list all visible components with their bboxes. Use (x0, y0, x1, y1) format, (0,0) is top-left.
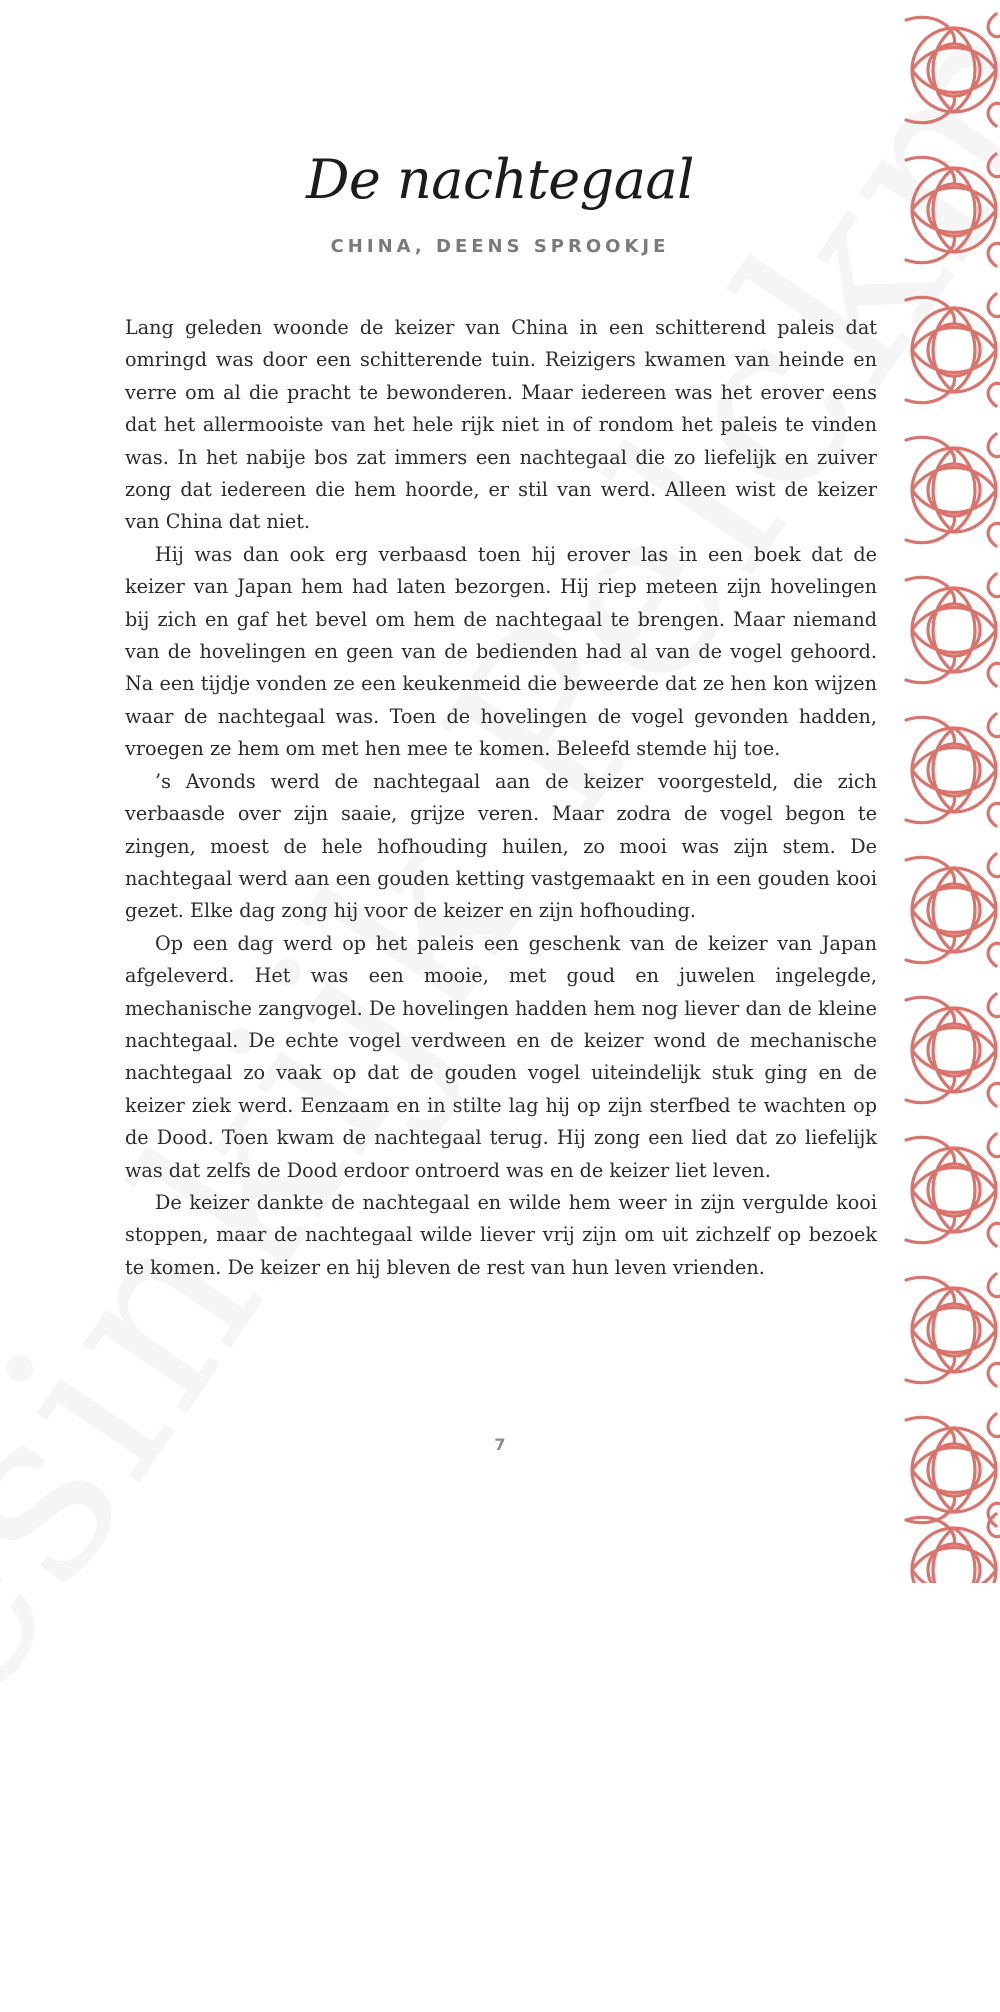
page-number: 7 (494, 1435, 506, 1454)
page-subtitle: CHINA, DEENS SPROOKJE (330, 236, 670, 257)
paragraph: Lang geleden woonde de keizer van China in een schitterend paleis dat omringd was door een schitterende tuin. Reizigers kwamen van heinde en verre om al die pracht te bewonderen. Maar iedereen was het erover eens dat het allermooiste van het hele rijk niet in of rondom het paleis te vinden was. In het nabije bos zat immers een nachtegaal die zo liefelijk en zuiver zong dat iedereen die hem hoorde, er stil van werd. Alleen wist de keizer van China dat niet. (125, 316, 877, 534)
page-title: De nachtegaal (306, 148, 694, 211)
paragraph: De keizer dankte de nachtegaal en wilde hem weer in zijn vergulde kooi stoppen, maar de nachtegaal wilde liever vrij zijn om uit zichzelf op bezoek te komen. De keizer en hij bleven de rest van hun leven vrienden. (125, 1190, 877, 1279)
paragraph: Hij was dan ook erg verbaasd toen hij erover las in een boek dat de keizer van Japan hem had laten bezorgen. Hij riep meteen zijn hovelingen bij zich en gaf het bevel om hem de nachtegaal te brengen. Maar niemand van de hovelingen en geen van de bedienden had al van de vogel gehoord. Na een tijdje vonden ze een keukenmeid die beweerde dat ze hen kon wijzen waar de nachtegaal was. Toen de hovelingen de vogel gevonden hadden, vroegen ze hem om met hen mee te komen. Beleefd stemde hij toe. (125, 542, 877, 761)
paragraph: Op een dag werd op het paleis een geschenk van de keizer van Japan afgeleverd. Het was een mooie, met goud en juwelen ingelegde, mechanische zangvogel. De hovelingen hadden hem nog liever dan de kleine nachtegaal. De echte vogel verdween en de keizer wond de mechanische nachtegaal zo vaak op dat de gouden vogel uiteindelijk stuk ging en de keizer ziek werd. Eenzaam en in stilte lag hij op zijn sterfbed te wachten op de Dood. Toen kwam de nachtegaal terug. Hij zong een lied dat zo liefelijk was dat zelfs de Dood erdoor ontroerd was en de keizer liet leven. (125, 931, 877, 1182)
story-text (125, 312, 877, 1284)
paragraph: ’s Avonds werd de nachtegaal aan de keizer voorgesteld, die zich verbaasde over zijn saaie, grijze veren. Maar zodra de vogel begon te zingen, moest de hele hofhouding huilen, zo mooi was zijn stem. De nachtegaal werd aan een gouden ketting vastgemaakt en in een gouden kooi gezet. Elke dag zong hij voor de keizer en zijn hofhouding. (125, 769, 877, 923)
